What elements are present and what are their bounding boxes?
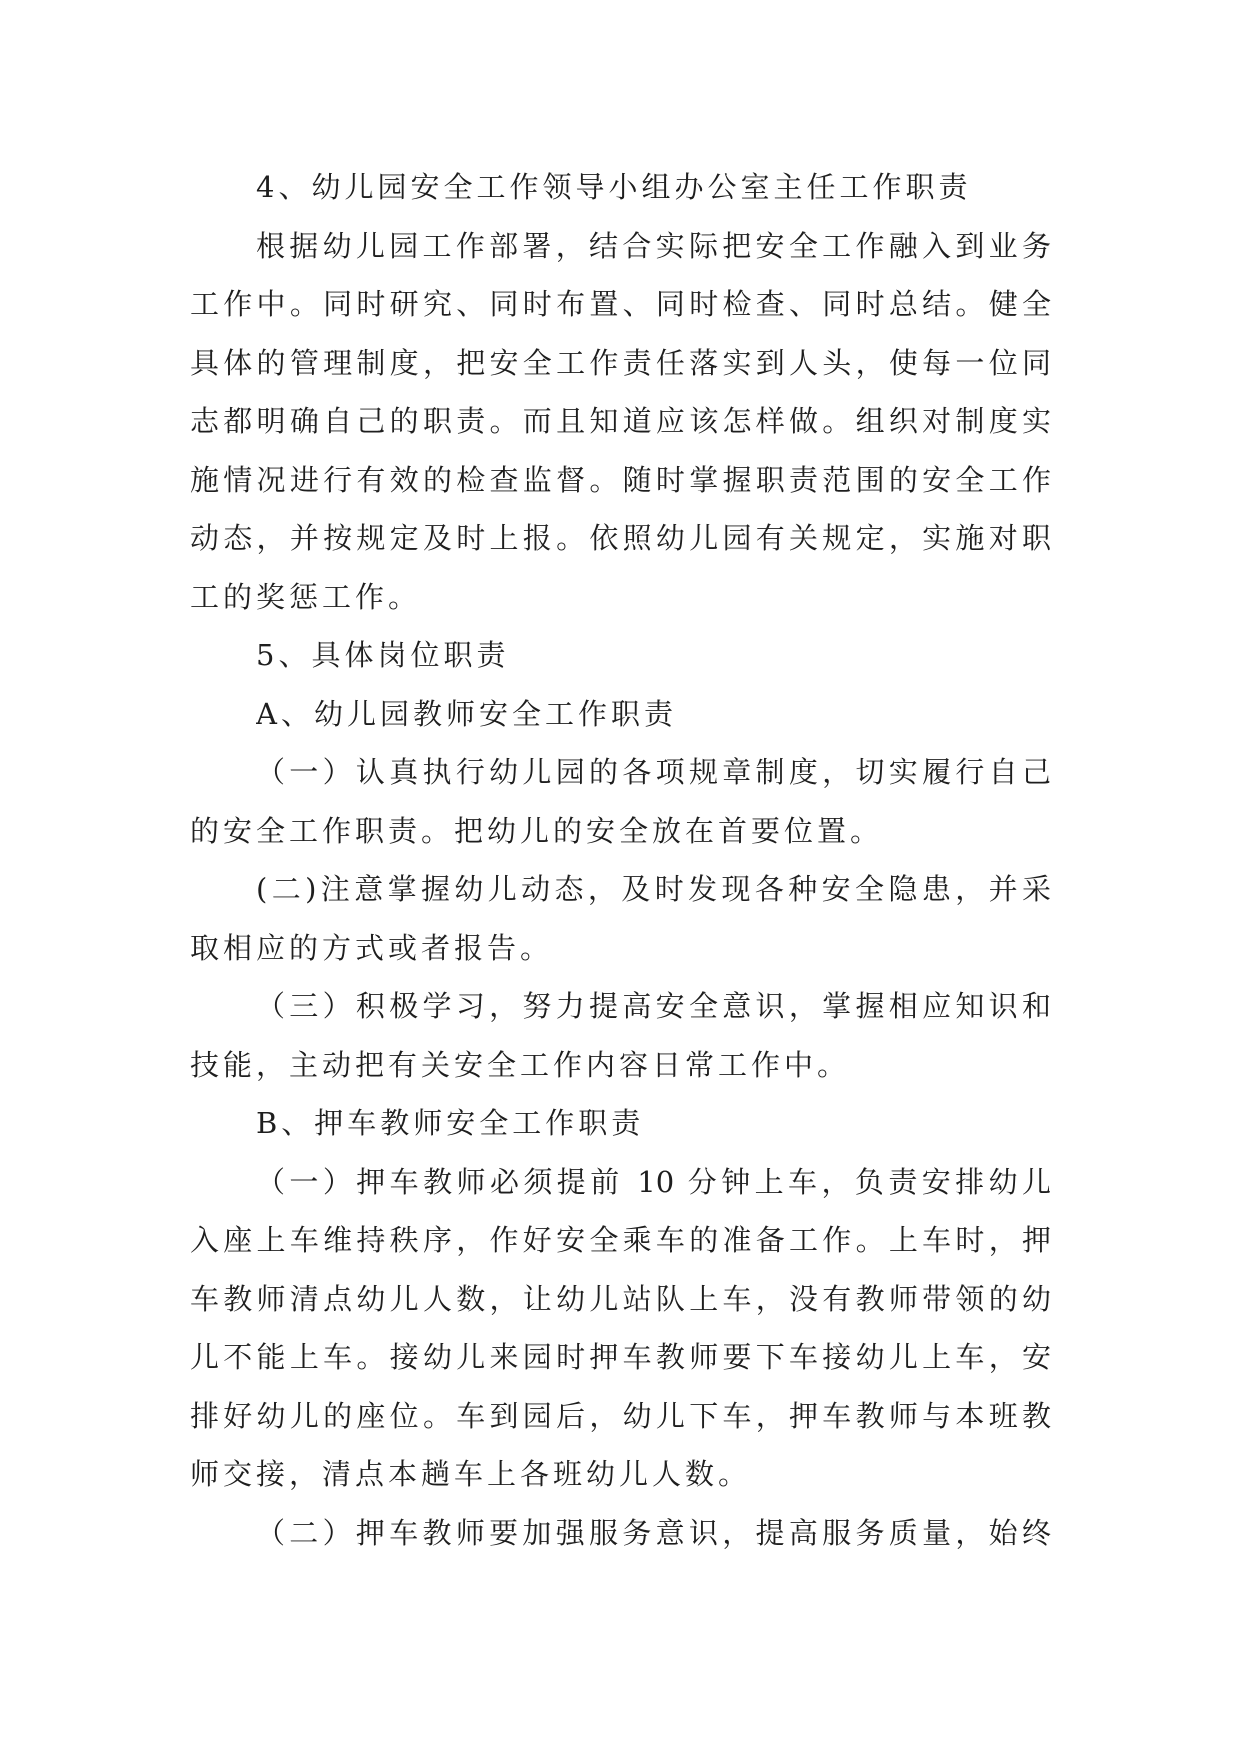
paragraph-line: 取相应的方式或者报告。 — [190, 930, 554, 965]
paragraph-line: 儿不能上车。接幼儿来园时押车教师要下车接幼儿上车，安 — [190, 1340, 1051, 1374]
paragraph-line: 工的奖惩工作。 — [190, 579, 422, 614]
paragraph-line: （二）押车教师要加强服务意识，提高服务质量，始终 — [256, 1515, 1051, 1550]
paragraph-line: （一）认真执行幼儿园的各项规章制度，切实履行自己 — [256, 755, 1051, 789]
subheading-teacher-safety — [190, 685, 1051, 744]
heading-line: 4、幼儿园安全工作领导小组办公室主任工作职责 — [256, 170, 972, 204]
subheading-escort-teacher-safety — [190, 1094, 1051, 1153]
paragraph-escort-item-1 — [190, 1153, 1051, 1504]
paragraph-line: 排好幼儿的座位。车到园后，幼儿下车，押车教师与本班教 — [190, 1398, 1051, 1433]
section-heading-office-director — [190, 158, 1051, 217]
paragraph-line: 车教师清点幼儿人数，让幼儿站队上车，没有教师带领的幼 — [190, 1281, 1051, 1316]
paragraph-line: (二)注意掌握幼儿动态，及时发现各种安全隐患，并采 — [256, 872, 1051, 906]
paragraph-escort-item-2 — [190, 1504, 1051, 1563]
paragraph-line: 动态，并按规定及时上报。依照幼儿园有关规定，实施对职 — [190, 521, 1051, 555]
paragraph-line: 工作中。同时研究、同时布置、同时检查、同时总结。健全 — [190, 287, 1051, 321]
section-heading-job-duties — [190, 626, 1051, 685]
paragraph-line: 入座上车维持秩序，作好安全乘车的准备工作。上车时，押 — [190, 1223, 1051, 1257]
heading-line: B、押车教师安全工作职责 — [256, 1106, 645, 1140]
paragraph-line: （一）押车教师必须提前 10 分钟上车，负责安排幼儿 — [256, 1164, 1051, 1199]
paragraph-office-director-duties — [190, 217, 1051, 627]
paragraph-teacher-item-2 — [190, 860, 1051, 977]
paragraph-line: 技能，主动把有关安全工作内容日常工作中。 — [190, 1047, 851, 1082]
paragraph-line: 的安全工作职责。把幼儿的安全放在首要位置。 — [190, 813, 884, 848]
document-body — [190, 158, 1051, 1562]
paragraph-line: 具体的管理制度，把安全工作责任落实到人头，使每一位同 — [190, 345, 1051, 380]
paragraph-teacher-item-1 — [190, 743, 1051, 860]
paragraph-teacher-item-3 — [190, 977, 1051, 1094]
heading-line: 5、具体岗位职责 — [256, 638, 510, 672]
paragraph-line: 根据幼儿园工作部署，结合实际把安全工作融入到业务 — [256, 228, 1051, 263]
heading-line: A、幼儿园教师安全工作职责 — [256, 696, 677, 731]
paragraph-line: 施情况进行有效的检查监督。随时掌握职责范围的安全工作 — [190, 462, 1051, 497]
paragraph-line: （三）积极学习，努力提高安全意识，掌握相应知识和 — [256, 989, 1051, 1023]
paragraph-line: 师交接，清点本趟车上各班幼儿人数。 — [190, 1457, 752, 1491]
paragraph-line: 志都明确自己的职责。而且知道应该怎样做。组织对制度实 — [190, 404, 1051, 438]
